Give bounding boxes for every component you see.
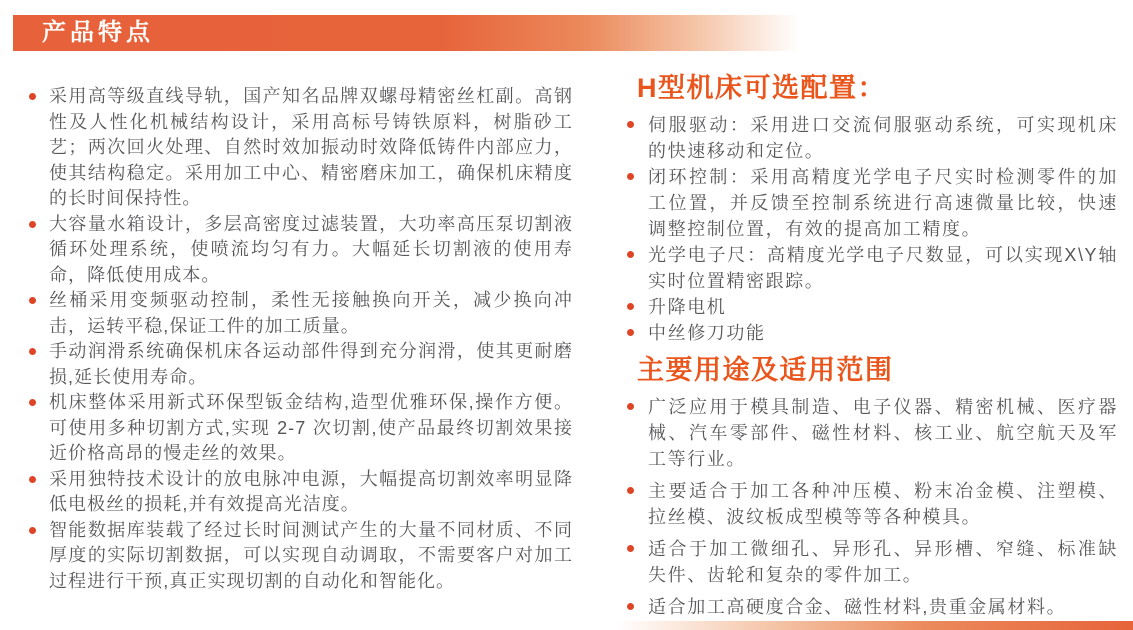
feature-item	[28, 339, 573, 390]
optional-config-heading: H型机床可选配置：	[637, 73, 886, 103]
usage-text: 主要适合于加工各种冲压模、粉末冶金模、注塑模、拉丝模、波纹板成型模等等各种模具。	[648, 481, 1118, 527]
bullet-icon	[29, 476, 36, 483]
page-title: 产品特点	[42, 19, 154, 46]
optional-config-list	[624, 112, 1118, 346]
optional-config-item	[624, 294, 1118, 320]
usage-list	[624, 394, 1118, 620]
usage-item	[624, 536, 1118, 588]
optional-config-item	[624, 112, 1118, 164]
bullet-icon	[29, 348, 36, 355]
feature-text: 手动润滑系统确保机床各运动部件得到充分润滑，使其更耐磨损,延长使用寿命。	[49, 341, 573, 387]
optional-config-text: 伺服驱动：采用进口交流伺服驱动系统，可实现机床的快速移动和定位。	[648, 115, 1118, 161]
bullet-icon	[29, 527, 36, 534]
feature-item	[28, 84, 573, 212]
feature-item	[28, 518, 573, 595]
bullet-icon	[29, 399, 36, 406]
feature-text: 智能数据库装载了经过长时间测试产生的大量不同材质、不同厚度的实际切割数据，可以实现自动调取，不需要客户对加工过程进行干预,真正实现切割的自动化和智能化。	[49, 519, 573, 591]
usage-item	[624, 594, 1118, 620]
features-list	[28, 84, 573, 594]
usage-heading: 主要用途及适用范围	[637, 355, 894, 385]
bullet-icon	[627, 403, 634, 410]
optional-config-item	[624, 320, 1118, 346]
feature-text: 丝桶采用变频驱动控制，柔性无接触换向开关，减少换向冲击，运转平稳,保证工件的加工质量。	[49, 290, 573, 336]
bullet-icon	[627, 303, 634, 310]
optional-config-item	[624, 242, 1118, 294]
usage-text: 适合于加工微细孔、异形孔、异形槽、窄缝、标准缺失件、齿轮和复杂的零件加工。	[648, 539, 1118, 585]
usage-item	[624, 478, 1118, 530]
footer-accent-bar	[617, 621, 1133, 630]
feature-text: 机床整体采用新式环保型钣金结构,造型优雅环保,操作方便。可使用多种切割方式,实现 2-7 次切割,使产品最终切割效果接近价格高昂的慢走丝的效果。	[49, 392, 573, 463]
feature-item	[28, 467, 573, 518]
feature-item	[28, 212, 573, 289]
feature-text: 采用独特技术设计的放电脉冲电源，大幅提高切割效率明显降低电极丝的损耗,并有效提高光洁度。	[49, 468, 573, 514]
usage-text: 广泛应用于模具制造、电子仪器、精密机械、医疗器械、汽车零部件、磁性材料、核工业、航空航天及军工等行业。	[648, 397, 1118, 469]
optional-config-text: 闭环控制：采用高精度光学电子尺实时检测零件的加工位置，并反馈至控制系统进行高速微量比较，快速调整控制位置，有效的提高加工精度。	[648, 167, 1118, 239]
feature-item	[28, 288, 573, 339]
optional-config-text: 升降电机	[648, 297, 727, 317]
feature-text: 大容量水箱设计，多层高密度过滤装置，大功率高压泵切割液循环处理系统，使喷流均匀有力。大幅延长切割液的使用寿命，降低使用成本。	[49, 213, 573, 285]
feature-item	[28, 390, 573, 467]
bullet-icon	[627, 173, 634, 180]
right-column	[624, 72, 1118, 626]
feature-text: 采用高等级直线导轨，国产知名品牌双螺母精密丝杠副。高钢性及人性化机械结构设计，采用高标号铸铁原料，树脂砂工艺；两次回火处理、自然时效加振动时效降低铸件内部应力，使其结构稳定。采用加工中心、精密磨床加工，确保机床精度的长时间保持性。	[49, 86, 573, 208]
bullet-icon	[627, 603, 634, 610]
features-column	[28, 84, 573, 594]
bullet-icon	[627, 487, 634, 494]
bullet-icon	[627, 121, 634, 128]
usage-text: 适合加工高硬度合金、磁性材料,贵重金属材料。	[648, 597, 1067, 617]
bullet-icon	[627, 329, 634, 336]
usage-item	[624, 394, 1118, 472]
optional-config-text: 光学电子尺：高精度光学电子尺数显，可以实现X\Y轴实时位置精密跟踪。	[648, 245, 1118, 291]
section-header-bar	[13, 15, 938, 51]
bullet-icon	[29, 221, 36, 228]
bullet-icon	[29, 297, 36, 304]
optional-config-text: 中丝修刀功能	[648, 323, 766, 343]
bullet-icon	[29, 93, 36, 100]
bullet-icon	[627, 545, 634, 552]
bullet-icon	[627, 251, 634, 258]
optional-config-item	[624, 164, 1118, 242]
